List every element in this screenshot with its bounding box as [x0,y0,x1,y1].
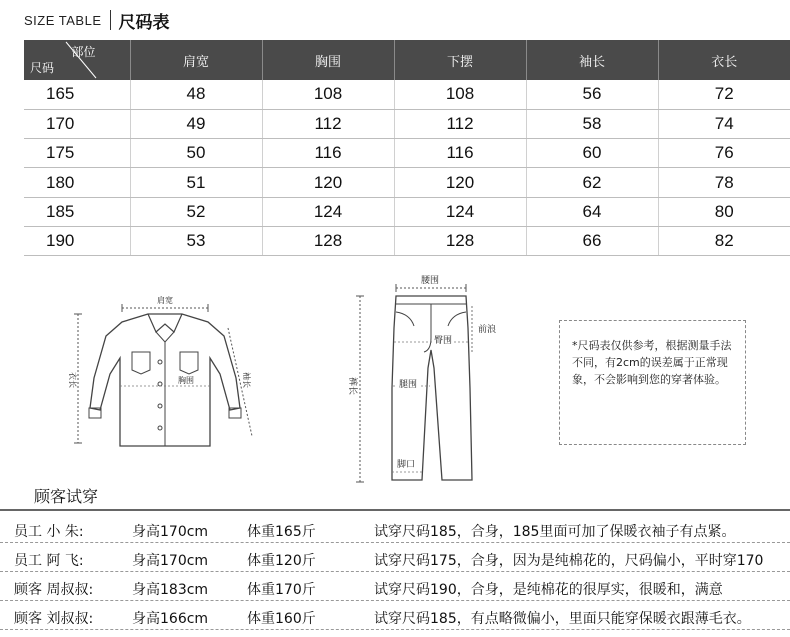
table-row [24,226,790,255]
column-header: 袖长 [526,40,658,80]
table-cell: 165 [24,80,130,109]
table-cell: 58 [526,109,658,138]
table-cell: 82 [658,226,790,255]
column-header: 胸围 [262,40,394,80]
row-divider [0,542,790,543]
table-row [24,168,790,197]
pants-front-rise-label: 前浪 [478,325,497,335]
table-cell: 62 [526,168,658,197]
table-cell: 128 [394,226,526,255]
header-chinese-title: 尺码表 [118,12,170,33]
try-on-remark: 试穿尺码185，合身，185里面可加了保暖衣袖子有点紧。 [374,524,736,540]
header-divider [110,10,111,30]
column-header: 下摆 [394,40,526,80]
column-header: 肩宽 [130,40,262,80]
pants-hem-label: 脚口 [396,460,416,470]
try-on-row [0,515,790,543]
row-divider [0,571,790,572]
corner-header [24,40,130,80]
table-cell: 124 [262,197,394,226]
table-cell: 175 [24,139,130,168]
table-cell: 128 [262,226,394,255]
pants-thigh-label: 腿围 [398,380,418,390]
try-on-row [0,544,790,572]
pants-waist-label: 腰围 [420,276,440,286]
shirt-shoulder-label: 肩宽 [157,296,173,305]
table-cell: 108 [262,80,394,109]
table-cell: 64 [526,197,658,226]
try-on-height: 身高170cm [132,524,209,540]
table-cell: 53 [130,226,262,255]
table-cell: 51 [130,168,262,197]
corner-label-part: 部位 [71,45,96,59]
shirt-chest-label: 胸围 [178,376,194,385]
table-row [24,109,790,138]
try-on-person: 员工 阿 飞: [14,553,84,569]
table-cell: 112 [394,109,526,138]
row-divider [0,629,790,630]
table-cell: 112 [262,109,394,138]
try-on-weight: 体重120斤 [247,553,316,569]
shirt-length-label: 衣长 [68,372,77,388]
table-row [24,197,790,226]
table-cell: 116 [394,139,526,168]
table-cell: 60 [526,139,658,168]
table-cell: 120 [394,168,526,197]
size-table [24,40,790,256]
try-on-weight: 体重170斤 [247,582,316,598]
table-cell: 190 [24,226,130,255]
table-cell: 52 [130,197,262,226]
table-cell: 56 [526,80,658,109]
table-cell: 170 [24,109,130,138]
table-cell: 116 [262,139,394,168]
shirt-diagram [60,288,270,468]
table-cell: 48 [130,80,262,109]
try-on-remark: 试穿尺码175，合身，因为是纯棉花的，尺码偏小，平时穿170 [374,553,764,569]
table-row [24,139,790,168]
column-header: 衣长 [658,40,790,80]
corner-label-size: 尺码 [30,61,55,75]
try-on-person: 顾客 周叔叔: [14,582,94,598]
table-cell: 120 [262,168,394,197]
try-on-title: 顾客试穿 [34,487,99,506]
try-on-person: 员工 小 朱: [14,524,84,540]
table-cell: 185 [24,197,130,226]
try-on-divider [0,509,790,511]
pants-diagram [338,268,498,488]
table-cell: 49 [130,109,262,138]
table-cell: 66 [526,226,658,255]
table-cell: 80 [658,197,790,226]
table-cell: 78 [658,168,790,197]
table-cell: 124 [394,197,526,226]
try-on-height: 身高183cm [132,582,209,598]
try-on-height: 身高170cm [132,553,209,569]
table-cell: 50 [130,139,262,168]
size-note: *尺码表仅供参考，根据测量手法不同，有2cm的误差属于正常现象，不会影响到您的穿著体验。 [559,320,746,445]
size-table-header-row [24,40,790,80]
try-on-row [0,573,790,601]
header-english-title: SIZE TABLE [24,12,102,28]
table-cell: 74 [658,109,790,138]
try-on-height: 身高166cm [132,611,209,627]
pants-length-label: 裤长 [347,376,357,396]
try-on-person: 顾客 刘叔叔: [14,611,94,627]
table-cell: 72 [658,80,790,109]
try-on-weight: 体重160斤 [247,611,316,627]
table-cell: 76 [658,139,790,168]
shirt-sleeve-label: 袖长 [242,372,251,388]
try-on-remark: 试穿尺码190，合身，是纯棉花的很厚实，很暖和，满意 [374,582,723,598]
try-on-weight: 体重165斤 [247,524,316,540]
table-cell: 108 [394,80,526,109]
pants-hip-label: 臀围 [433,336,453,346]
table-cell: 180 [24,168,130,197]
row-divider [0,600,790,601]
page-header [24,6,170,34]
try-on-row [0,602,790,630]
table-row [24,80,790,109]
try-on-remark: 试穿尺码185，有点略微偏小，里面只能穿保暖衣跟薄毛衣。 [374,611,751,627]
